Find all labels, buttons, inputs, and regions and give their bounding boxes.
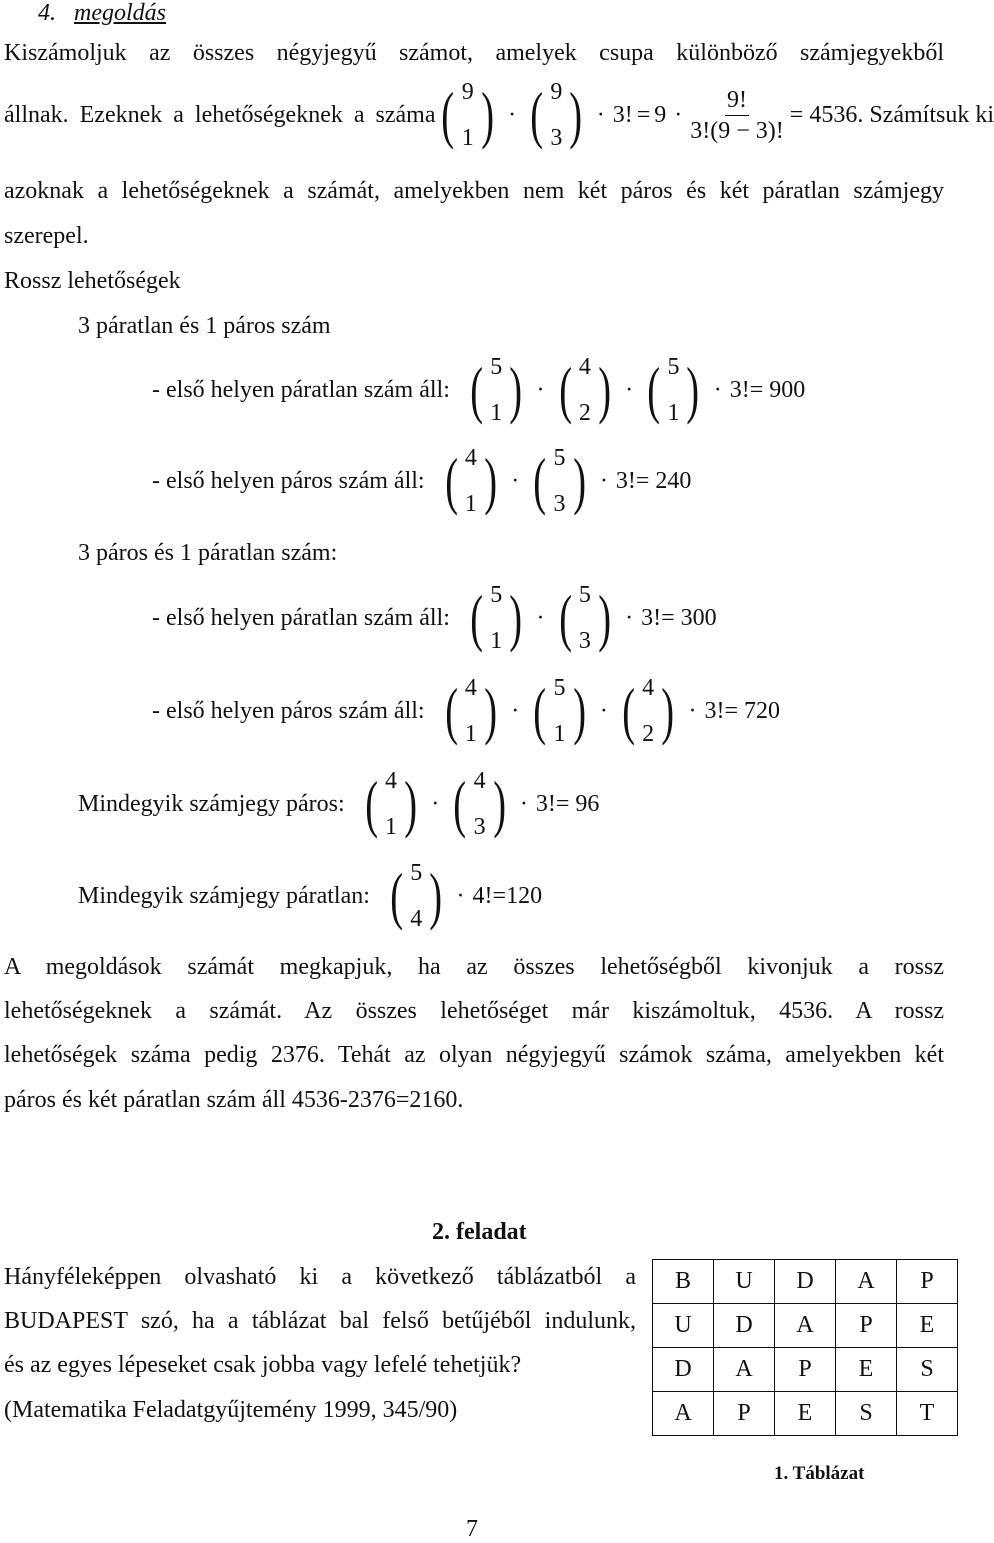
page-number: 7 — [466, 1516, 478, 1542]
conclusion-line-1: A megoldások számát megkapjuk, ha az összes lehetőségből kivonjuk a rossz — [4, 954, 944, 980]
task2-line-3: és az egyes lépeseket csak jobba vagy lefelé tehetjük? — [4, 1352, 522, 1378]
main-formula: ( 9 1 ) · ( 9 3 ) · 3! = 9 · $\frac{9!}{3!(9 - 3)!}$ = 4536 — [435, 69, 857, 161]
table-cell: U — [714, 1260, 775, 1304]
binomial: ( 5 1 ) — [647, 354, 700, 426]
table-cell: S — [836, 1392, 897, 1436]
binomial: ( 5 3 ) — [558, 582, 611, 654]
table-cell: P — [714, 1392, 775, 1436]
bad-heading: Rossz lehetőségek — [4, 268, 181, 294]
table-cell: P — [897, 1260, 958, 1304]
binomial: ( 5 3 ) — [533, 445, 586, 517]
binomial: ( 4 2 ) — [558, 354, 611, 426]
table-row — [653, 1348, 958, 1392]
case1a-row: - első helyen páratlan szám áll: ( 5 1 ) · ( 4 2 ) · ( 5 1 ) · 3!= 900 — [152, 355, 805, 425]
table-cell: P — [836, 1304, 897, 1348]
intro-line-2-prefix: állnak. Ezeknek a lehetőségeknek a száma — [4, 101, 436, 128]
table-row — [653, 1392, 958, 1436]
table-row — [653, 1260, 958, 1304]
task2-line-4: (Matematika Feladatgyűjtemény 1999, 345/90) — [4, 1397, 458, 1423]
case2a-result: 3!= 300 — [641, 604, 717, 631]
binomial: ( 4 2 ) — [622, 675, 675, 747]
table-cell: S — [897, 1348, 958, 1392]
table-cell: A — [714, 1348, 775, 1392]
case1a-result: 3!= 900 — [729, 376, 806, 403]
conclusion-line-2: lehetőségeknek a számát. Az összes lehetőséget már kiszámoltuk, 4536. A rossz — [4, 998, 944, 1024]
table-cell: T — [897, 1392, 958, 1436]
case1b-label: - első helyen páros szám áll: — [152, 467, 425, 494]
table-cell: D — [653, 1348, 714, 1392]
case2b-row: - első helyen páros szám áll: ( 4 1 ) · ( 5 1 ) · ( 4 2 ) · 3!= 720 — [152, 676, 780, 746]
binomial: ( 9 3 ) — [530, 79, 583, 151]
table-cell: E — [836, 1348, 897, 1392]
conclusion-line-3: lehetőségek száma pedig 2376. Tehát az olyan négyjegyű számok száma, amelyekben két — [4, 1042, 944, 1068]
case2a-row: - első helyen páratlan szám áll: ( 5 1 ) · ( 5 3 ) · 3!= 300 — [152, 583, 717, 653]
binomial: ( 5 1 ) — [533, 675, 586, 747]
case2a-label: - első helyen páratlan szám áll: — [152, 604, 450, 631]
intro-line-2-suffix: . Számítsuk ki — [857, 101, 994, 128]
table-cell: E — [897, 1304, 958, 1348]
intro-line-3: azoknak a lehetőségeknek a számát, amelyekben nem két páros és két páratlan számjegy — [4, 178, 944, 204]
binomial: ( 4 1 ) — [444, 675, 497, 747]
case1a-label: - első helyen páratlan szám áll: — [152, 376, 450, 403]
conclusion-line-4: páros és két páratlan szám áll 4536-2376=2160. — [4, 1087, 464, 1113]
table-cell: E — [775, 1392, 836, 1436]
case3-result: 3!= 96 — [535, 790, 600, 817]
case2b-label: - első helyen páros szám áll: — [152, 697, 425, 724]
binomial: ( 4 1 ) — [364, 768, 417, 840]
case1-title: 3 páratlan és 1 páros szám — [78, 313, 331, 339]
section-title: megoldás — [74, 0, 166, 26]
binomial: ( 4 3 ) — [453, 768, 506, 840]
table-caption: 1. Táblázat — [774, 1463, 865, 1484]
task2-line-1: Hányféleképpen olvasható ki a következő táblázatból a — [4, 1264, 636, 1290]
table-cell: D — [775, 1260, 836, 1304]
binomial: ( 9 1 ) — [441, 79, 494, 151]
table-cell: U — [653, 1304, 714, 1348]
table-row — [653, 1304, 958, 1348]
case1b-result: 3!= 240 — [615, 467, 692, 494]
case4-row: Mindegyik számjegy páratlan: ( 5 4 ) · 4!=120 — [78, 861, 542, 931]
table-cell: A — [775, 1304, 836, 1348]
binomial: ( 5 4 ) — [390, 860, 443, 932]
case2b-result: 3!= 720 — [704, 697, 780, 724]
table-cell: A — [836, 1260, 897, 1304]
table-cell: A — [653, 1392, 714, 1436]
intro-line-2 — [4, 79, 994, 151]
case4-label: Mindegyik számjegy páratlan: — [78, 882, 370, 909]
case1b-row: - első helyen páros szám áll: ( 4 1 ) · ( 5 3 ) · 3!= 240 — [152, 446, 691, 516]
table-cell: P — [775, 1348, 836, 1392]
binomial: ( 4 1 ) — [444, 445, 497, 517]
case2-title: 3 páros és 1 páratlan szám: — [78, 540, 338, 566]
intro-line-1: Kiszámoljuk az összes négyjegyű számot, amelyek csupa különböző számjegyekből — [4, 40, 944, 66]
fraction: $\frac{9!}{3!(9 - 3)!}$ — [690, 86, 784, 144]
task2-line-2: BUDAPEST szó, ha a táblázat bal felső betűjéből indulunk, — [4, 1308, 636, 1334]
binomial: ( 5 1 ) — [470, 354, 523, 426]
binomial: ( 5 1 ) — [470, 582, 523, 654]
letter-table — [652, 1259, 958, 1436]
intro-line-4: szerepel. — [4, 223, 89, 249]
section-heading — [38, 0, 166, 27]
case3-row: Mindegyik számjegy páros: ( 4 1 ) · ( 4 3 ) · 3!= 96 — [78, 769, 599, 839]
table-cell: D — [714, 1304, 775, 1348]
case3-label: Mindegyik számjegy páros: — [78, 790, 345, 817]
task2-title: 2. feladat — [432, 1219, 527, 1245]
section-number: 4. — [38, 0, 56, 26]
table-cell: B — [653, 1260, 714, 1304]
case4-result: 4!=120 — [472, 882, 543, 909]
